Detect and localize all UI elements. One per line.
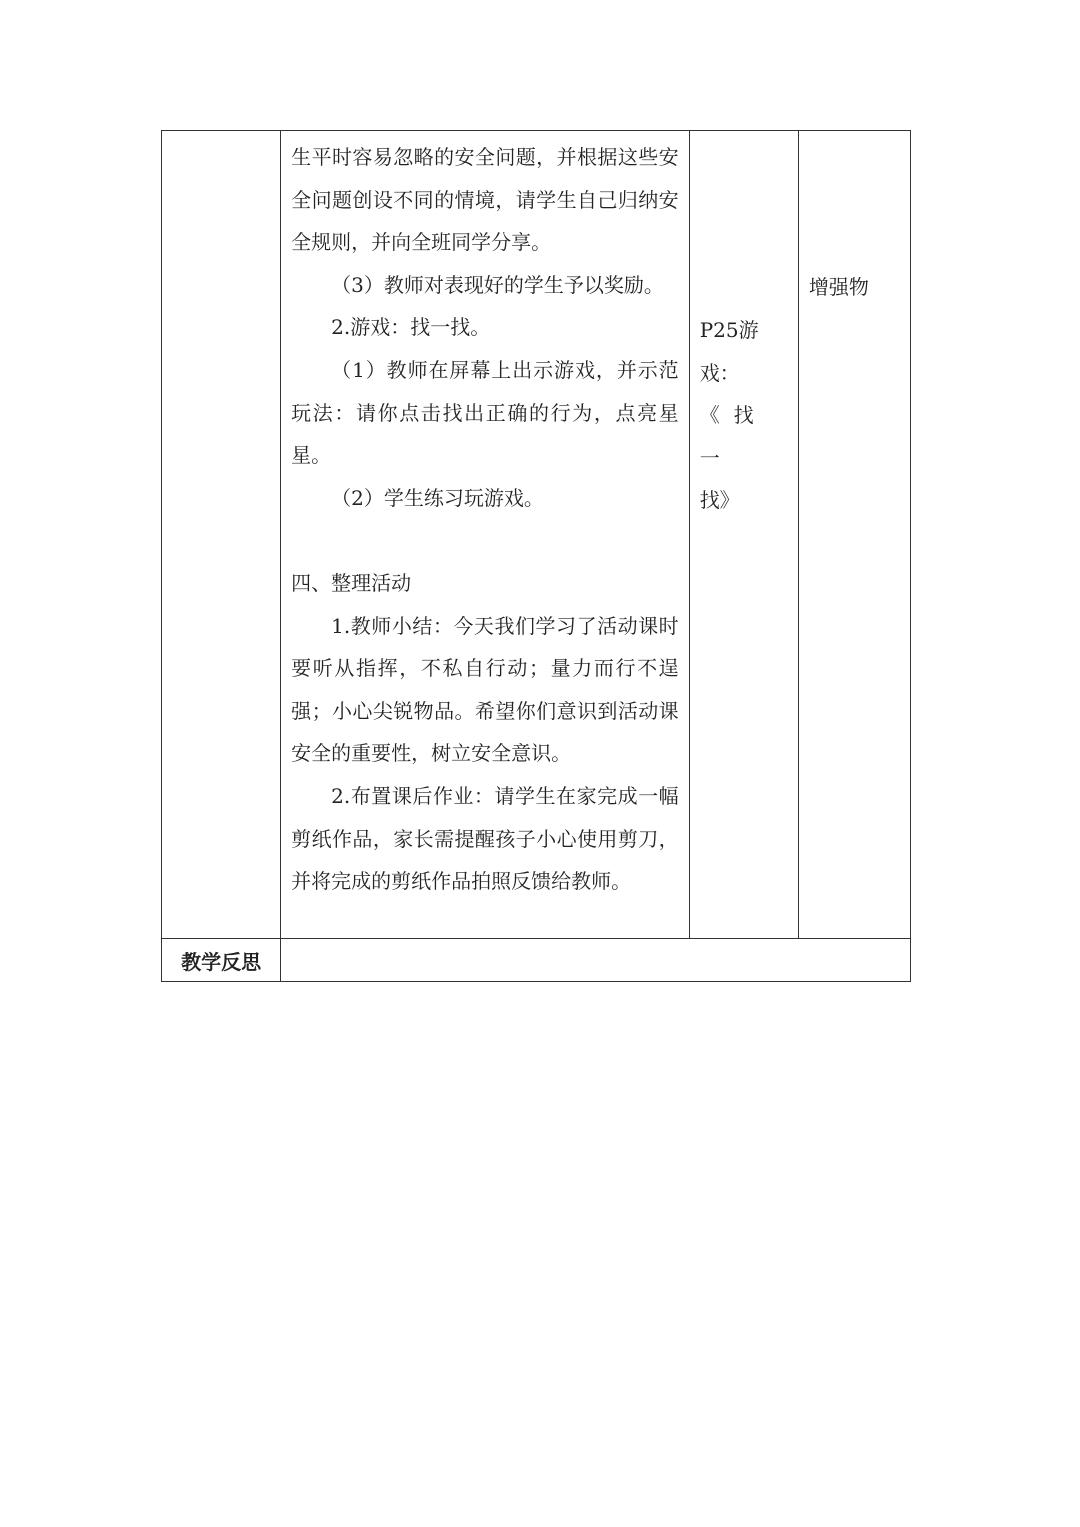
process-paragraph: 2.布置课后作业：请学生在家完成一幅剪纸作品，家长需提醒孩子小心使用剪刀，并将完成的剪纸作品拍照反馈给教师。 [291,783,679,894]
lesson-process-row [162,131,911,939]
resource-line: P25游戏： [699,318,759,385]
reflection-label: 教学反思 [162,939,281,982]
blank-line [291,519,679,562]
resource-content [690,131,798,522]
resource-line: 《找一 [699,403,768,470]
lesson-plan-table [161,130,911,982]
teaching-process-cell [281,131,690,939]
reflection-row [162,939,911,982]
process-paragraph: （3）教师对表现好的学生予以奖励。 [331,272,664,297]
reflection-value-cell [281,939,911,982]
process-paragraph: 1.教师小结：今天我们学习了活动课时要听从指挥，不私自行动；量力而行不逞强；小心尖锐物品。希望你们意识到活动课安全的重要性，树立安全意识。 [291,613,679,766]
section-label-cell [162,131,281,939]
resource-cell [689,131,798,939]
teaching-process-content [281,131,689,903]
teaching-aid-cell [798,131,910,939]
resource-line: 找》 [699,488,740,513]
teaching-aid-text: 增强物 [808,275,869,299]
section-heading: 四、整理活动 [291,570,412,595]
process-paragraph: （2）学生练习玩游戏。 [331,485,544,510]
process-paragraph: （1）教师在屏幕上出示游戏，并示范玩法：请你点击找出正确的行为，点亮星星。 [291,357,679,468]
process-paragraph: 2.游戏：找一找。 [331,315,491,340]
process-paragraph: 生平时容易忽略的安全问题，并根据这些安全问题创设不同的情境，请学生自己归纳安全规则，并向全班同学分享。 [291,145,679,255]
